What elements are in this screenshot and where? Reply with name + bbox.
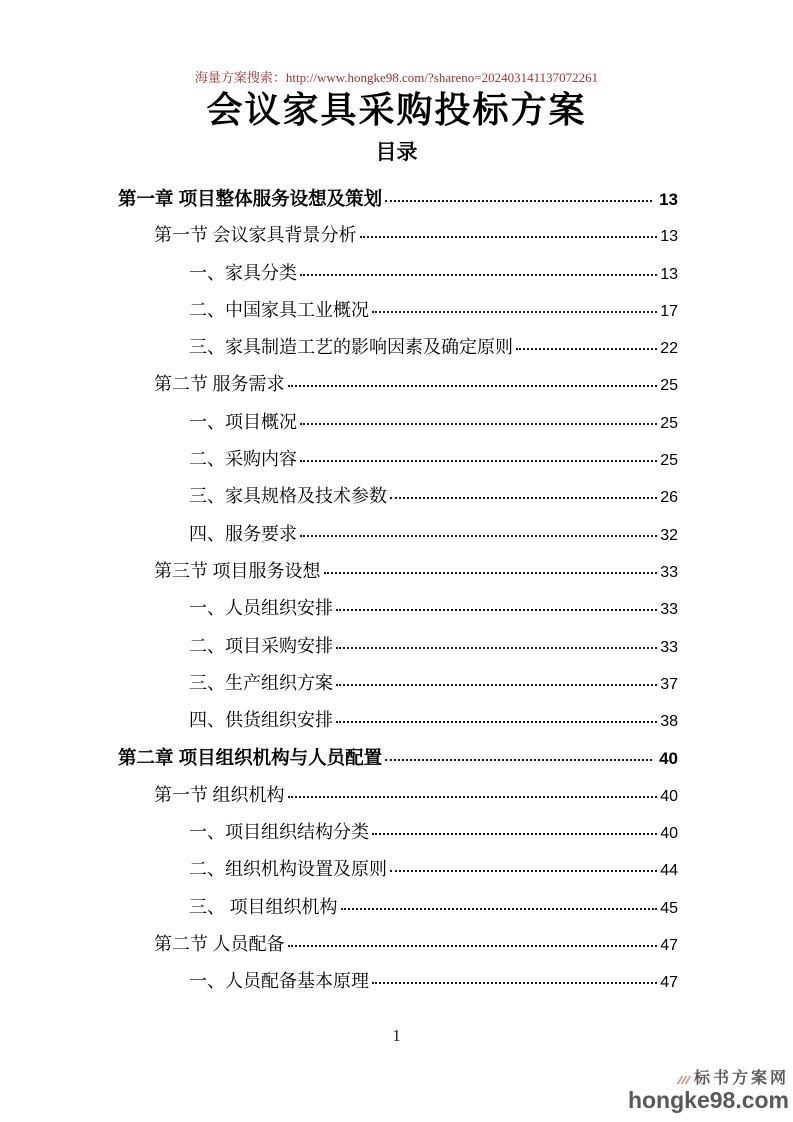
toc-entry-label: 二、中国家具工业概况	[189, 299, 369, 320]
toc-entry-page: 13	[659, 190, 678, 209]
toc-entry-page: 25	[660, 414, 678, 432]
toc-leader-dots	[336, 684, 657, 686]
toc-entry-page: 33	[660, 638, 678, 656]
toc-leader-dots	[390, 870, 657, 872]
toc-heading: 目录	[375, 141, 418, 164]
toc-entry-page: 37	[660, 675, 678, 693]
toc-entry	[118, 516, 678, 553]
toc-entry-page: 33	[660, 563, 678, 581]
toc-entry	[118, 180, 678, 217]
toc-entry-label: 三、家具规格及技术参数	[189, 486, 387, 507]
toc-leader-dots	[288, 385, 658, 387]
toc-entry-page: 33	[660, 601, 678, 619]
toc-leader-dots	[300, 535, 657, 537]
toc-entry-label: 第二节 人员配备	[154, 933, 285, 954]
toc-leader-dots	[360, 236, 658, 238]
toc-leader-dots	[385, 200, 652, 202]
toc-leader-dots	[385, 759, 652, 761]
toc-entry-page: 13	[660, 265, 678, 283]
toc-leader-dots	[390, 497, 657, 499]
toc-entry-page: 45	[660, 899, 678, 917]
toc-entry-page: 13	[660, 228, 678, 246]
toc-entry	[118, 851, 678, 888]
toc-entry-page: 40	[660, 825, 678, 843]
toc-leader-dots	[300, 274, 657, 276]
toc-entry-page: 47	[660, 936, 678, 954]
toc-leader-dots	[372, 833, 657, 835]
toc-leader-dots	[300, 423, 657, 425]
toc-leader-dots	[372, 982, 657, 984]
toc-entry-label: 三、 项目组织机构	[189, 896, 338, 917]
toc-entry	[118, 814, 678, 851]
document-title: 会议家具采购投标方案	[206, 89, 587, 130]
toc-entry	[118, 292, 678, 329]
toc-leader-dots	[288, 945, 658, 947]
toc-leader-dots	[336, 721, 657, 723]
toc-entry-page: 25	[660, 452, 678, 470]
toc-entry-page: 26	[660, 489, 678, 507]
toc-entry-page: 38	[660, 713, 678, 731]
toc-entry-page: 32	[660, 526, 678, 544]
toc-leader-dots	[324, 572, 658, 574]
toc-entry	[118, 329, 678, 366]
toc-entry-label: 二、项目采购安排	[189, 635, 333, 656]
toc-leader-dots	[372, 311, 657, 313]
toc-entry	[118, 628, 678, 665]
page-number: 1	[392, 1026, 401, 1045]
toc-entry-page: 44	[660, 862, 678, 880]
toc-entry-label: 一、项目组织结构分类	[189, 822, 369, 843]
toc-entry	[118, 590, 678, 627]
toc-entry-page: 47	[660, 974, 678, 992]
toc-entry-page: 40	[659, 749, 678, 769]
toc-entry	[118, 441, 678, 478]
toc-entry	[118, 366, 678, 403]
toc-entry	[118, 739, 678, 776]
toc-entry-page: 40	[660, 787, 678, 805]
toc-leader-dots	[341, 908, 658, 910]
watermark-slashes-icon	[679, 1076, 689, 1084]
toc-entry	[118, 255, 678, 292]
toc-entry-label: 三、家具制造工艺的影响因素及确定原则	[189, 337, 513, 358]
toc-entry	[118, 777, 678, 814]
toc-entry-label: 一、项目概况	[189, 411, 297, 432]
toc-entry	[118, 926, 678, 963]
toc-entry-label: 三、生产组织方案	[189, 672, 333, 693]
toc-entry	[118, 889, 678, 926]
toc-entry-page: 17	[660, 302, 678, 320]
toc-leader-dots	[336, 609, 657, 611]
watermark-site-url: hongke98.com	[627, 1087, 789, 1114]
toc-entry	[118, 217, 678, 254]
toc-entry-page: 22	[660, 340, 678, 358]
toc-entry	[118, 702, 678, 739]
toc-entry-label: 第一节 会议家具背景分析	[154, 225, 357, 246]
site-watermark	[628, 1070, 789, 1114]
toc-entry	[118, 665, 678, 702]
toc-entry-label: 第三节 项目服务设想	[154, 560, 321, 581]
toc-leader-dots	[336, 647, 657, 649]
toc-entry-label: 四、供货组织安排	[189, 710, 333, 731]
watermark-site-name: 标书方案网	[693, 1070, 789, 1088]
toc-entry	[118, 404, 678, 441]
toc-entry-label: 第一节 组织机构	[154, 784, 285, 805]
toc-entry-label: 四、服务要求	[189, 523, 297, 544]
toc-entry-label: 第一章 项目整体服务设想及策划	[118, 188, 383, 209]
toc-entry-label: 一、人员配备基本原理	[189, 971, 369, 992]
toc-list	[118, 180, 678, 1001]
toc-entry-label: 二、采购内容	[189, 449, 297, 470]
toc-leader-dots	[288, 796, 658, 798]
toc-entry	[118, 478, 678, 515]
toc-leader-dots	[300, 460, 657, 462]
toc-leader-dots	[516, 348, 657, 350]
share-url-line: 海量方案搜索：http://www.hongke98.com/?shareno=202403141137072261	[194, 70, 599, 85]
toc-entry	[118, 963, 678, 1000]
toc-entry-label: 一、人员组织安排	[189, 598, 333, 619]
toc-entry-page: 25	[660, 377, 678, 395]
toc-entry-label: 一、家具分类	[189, 262, 297, 283]
toc-entry-label: 第二节 服务需求	[154, 374, 285, 395]
toc-entry-label: 二、组织机构设置及原则	[189, 859, 387, 880]
toc-entry-label: 第二章 项目组织机构与人员配置	[118, 747, 383, 769]
toc-entry	[118, 553, 678, 590]
